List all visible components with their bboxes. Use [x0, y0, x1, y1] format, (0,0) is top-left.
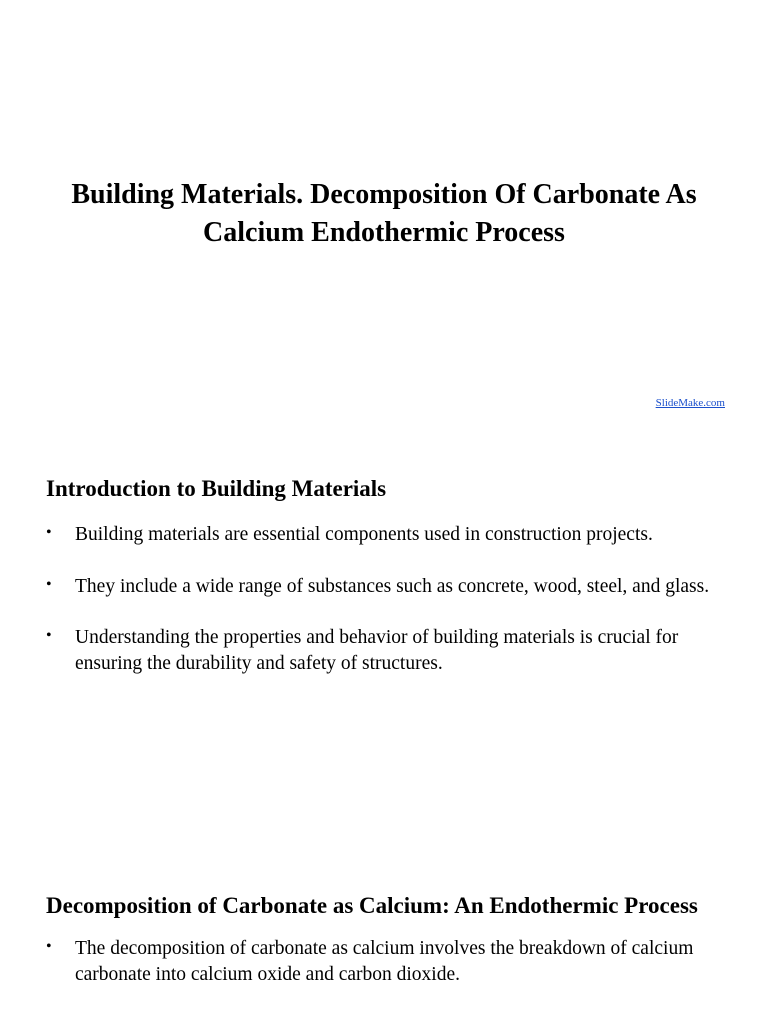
list-item-text: Understanding the properties and behavior of building materials is crucial for ensuring the durability and safety of structures.: [75, 627, 679, 674]
list-item-text: The decomposition of carbonate as calcium involves the breakdown of calcium carbonate into calcium oxide and carbon dioxide.: [75, 938, 694, 985]
page-title: Building Materials. Decomposition Of Carbonate As Calcium Endothermic Process: [71, 179, 697, 248]
bullet-icon: •: [46, 627, 52, 644]
list-item: [46, 625, 728, 676]
bullet-icon: •: [46, 938, 52, 955]
section-decomposition: [46, 891, 728, 987]
section-heading: Introduction to Building Materials: [46, 476, 387, 501]
bullet-list: [46, 936, 728, 987]
list-item: [46, 574, 728, 600]
source-link[interactable]: SlideMake.com: [655, 397, 725, 409]
list-item: [46, 522, 728, 548]
section-heading: Decomposition of Carbonate as Calcium: An Endothermic Process: [46, 893, 698, 918]
list-item-text: They include a wide range of substances such as concrete, wood, steel, and glass.: [75, 575, 710, 597]
bullet-icon: •: [46, 575, 52, 593]
bullet-list: [46, 522, 728, 676]
bullet-icon: •: [46, 524, 52, 541]
list-item: [46, 936, 728, 987]
list-item-text: Building materials are essential components used in construction projects.: [75, 524, 653, 545]
section-introduction: [46, 474, 728, 676]
